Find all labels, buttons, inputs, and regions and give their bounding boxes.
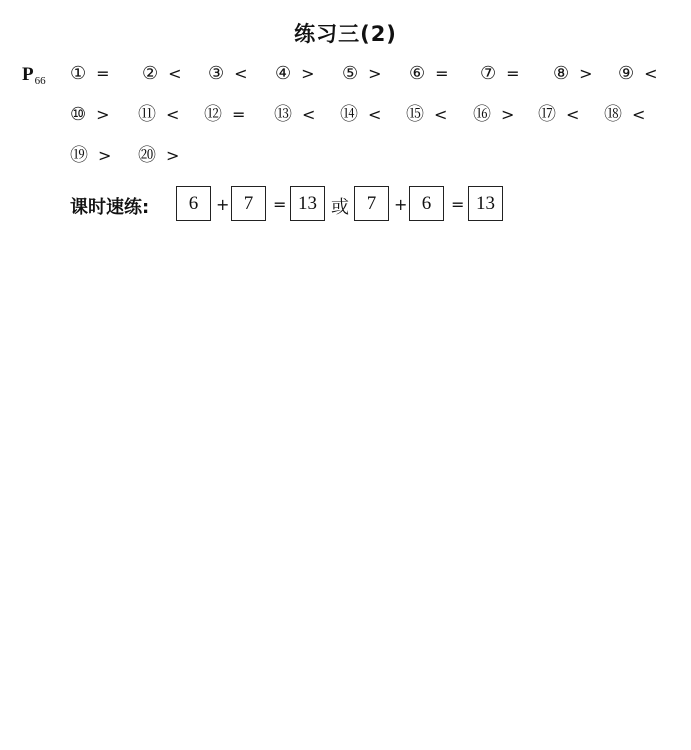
page-reference	[22, 64, 46, 86]
item-number: ⑫	[204, 104, 222, 125]
comparison-symbol: =	[232, 105, 246, 124]
answer-box: 13	[290, 186, 325, 221]
answer-item	[480, 62, 520, 86]
comparison-symbol: <	[566, 105, 580, 124]
comparison-symbol: =	[435, 64, 449, 83]
item-number: ⑬	[274, 104, 292, 125]
answer-item	[538, 103, 579, 127]
plus-sign: +	[394, 195, 408, 214]
comparison-symbol: >	[301, 64, 315, 83]
page-label-letter: P	[22, 64, 34, 85]
or-text: 或	[331, 197, 349, 218]
comparison-symbol: >	[579, 64, 593, 83]
comparison-symbol: <	[632, 105, 646, 124]
answer-item	[138, 144, 179, 168]
item-number: ⑥	[409, 63, 426, 84]
item-number: ④	[275, 63, 292, 84]
item-number: ⑧	[553, 63, 570, 84]
item-number: ⑨	[618, 63, 635, 84]
comparison-symbol: >	[96, 105, 110, 124]
item-number: ⑯	[473, 104, 491, 125]
answer-box: 13	[468, 186, 503, 221]
comparison-symbol: <	[644, 64, 658, 83]
answer-item	[409, 62, 449, 86]
equals-sign: =	[451, 195, 465, 214]
answer-item	[342, 62, 382, 86]
item-number: ⑱	[604, 104, 622, 125]
answer-item	[406, 103, 447, 127]
practice-label: 课时速练:	[70, 197, 150, 218]
item-number: ⑦	[480, 63, 497, 84]
item-number: ⑤	[342, 63, 359, 84]
comparison-symbol: <	[434, 105, 448, 124]
item-number: ①	[70, 63, 87, 84]
answer-item	[618, 62, 658, 86]
comparison-symbol: >	[98, 146, 112, 165]
answer-item	[70, 103, 110, 127]
comparison-symbol: <	[234, 64, 248, 83]
item-number: ⑳	[138, 145, 156, 166]
comparison-symbol: <	[166, 105, 180, 124]
answer-box: 6	[176, 186, 211, 221]
answer-item	[204, 103, 245, 127]
answer-item	[208, 62, 248, 86]
answer-item	[274, 103, 315, 127]
answer-item	[473, 103, 514, 127]
answer-box: 7	[231, 186, 266, 221]
comparison-symbol: >	[368, 64, 382, 83]
comparison-symbol: >	[166, 146, 180, 165]
comparison-symbol: =	[506, 64, 520, 83]
item-number: ⑪	[138, 104, 156, 125]
comparison-symbol: >	[501, 105, 515, 124]
answer-item	[70, 62, 110, 86]
answer-item	[70, 144, 111, 168]
item-number: ⑭	[340, 104, 358, 125]
answer-item	[553, 62, 593, 86]
answer-item	[138, 103, 179, 127]
item-number: ②	[142, 63, 159, 84]
page-title: 练习三(2)	[294, 22, 397, 46]
answer-box: 6	[409, 186, 444, 221]
equals-sign: =	[273, 195, 287, 214]
item-number: ⑮	[406, 104, 424, 125]
page-number: 66	[34, 75, 46, 87]
comparison-symbol: <	[168, 64, 182, 83]
answer-item	[142, 62, 182, 86]
comparison-symbol: <	[368, 105, 382, 124]
comparison-symbol: =	[96, 64, 110, 83]
answer-box: 7	[354, 186, 389, 221]
plus-sign: +	[216, 195, 230, 214]
item-number: ⑲	[70, 145, 88, 166]
item-number: ⑰	[538, 104, 556, 125]
item-number: ③	[208, 63, 225, 84]
comparison-symbol: <	[302, 105, 316, 124]
answer-item	[275, 62, 315, 86]
answer-item	[340, 103, 381, 127]
item-number: ⑩	[70, 104, 87, 125]
answer-item	[604, 103, 645, 127]
